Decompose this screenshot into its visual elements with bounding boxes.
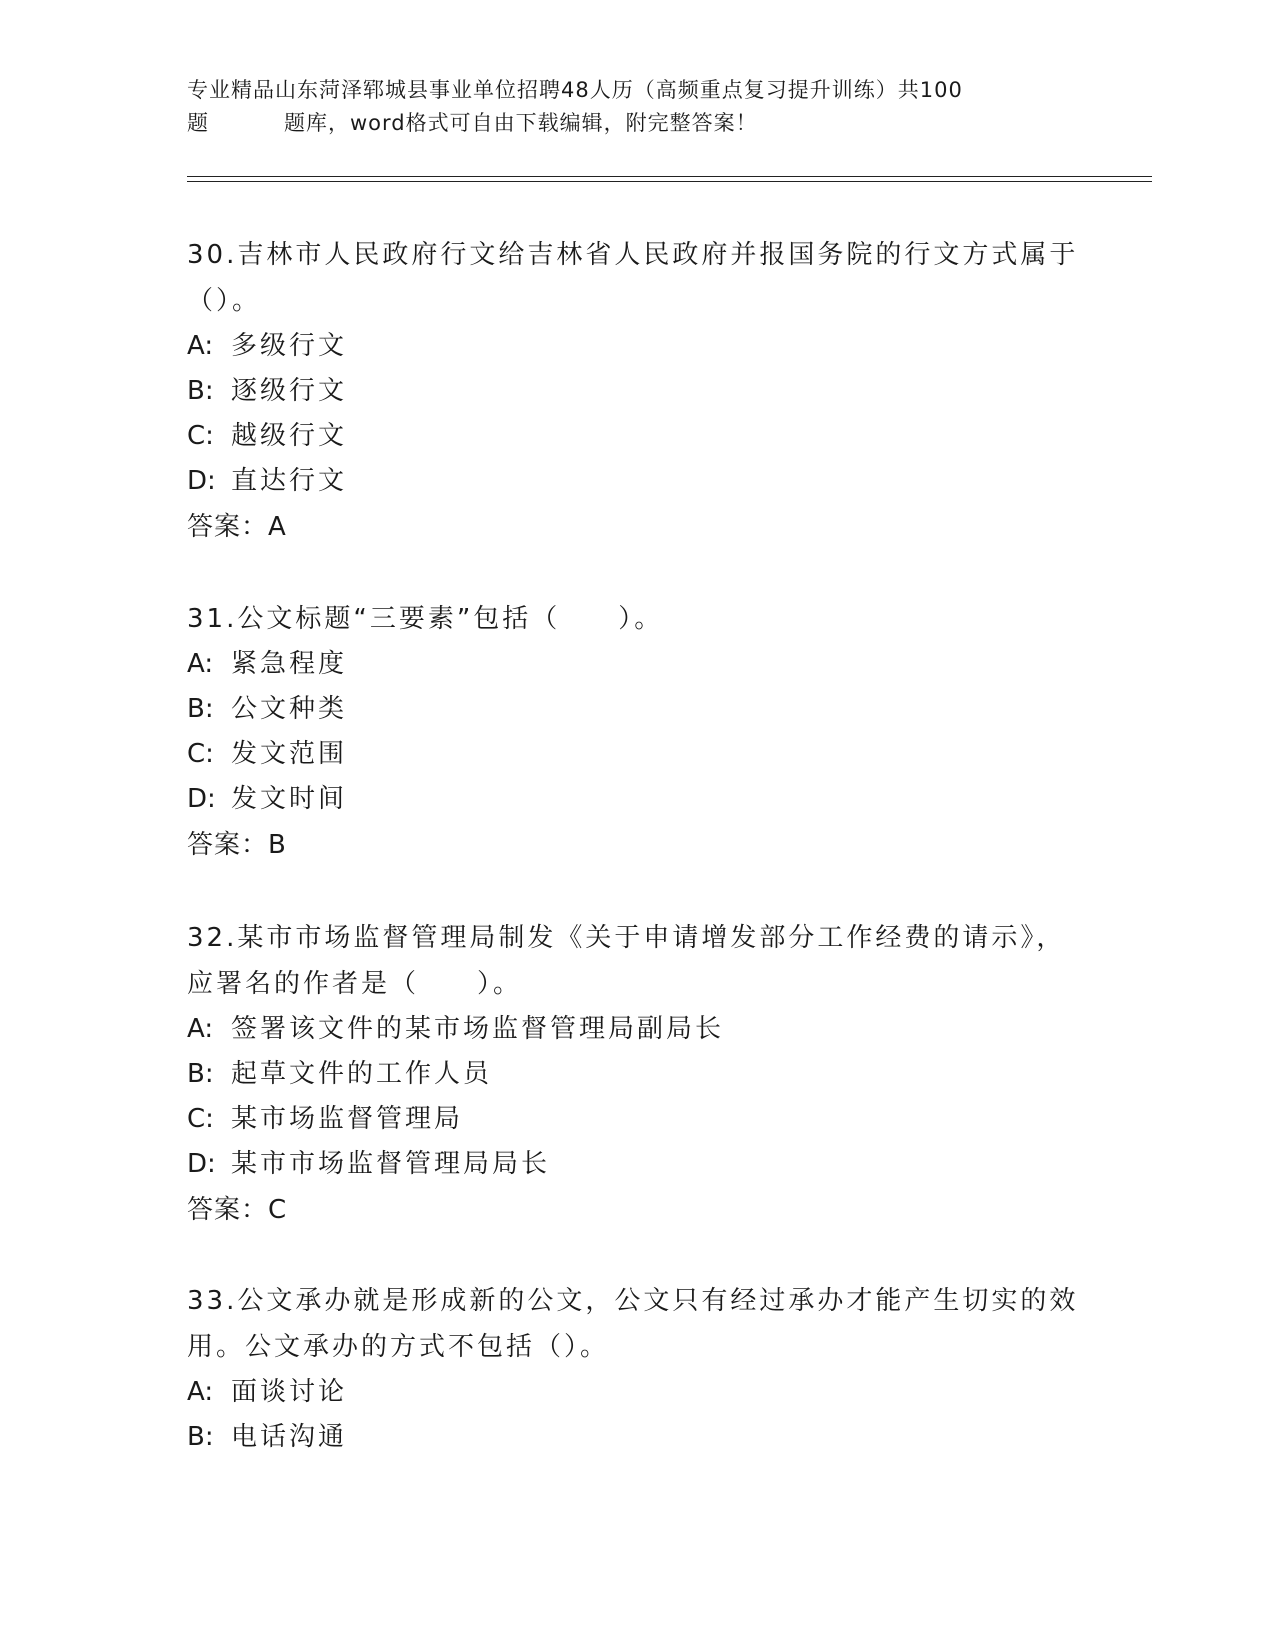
- question-33: [187, 1278, 1087, 1460]
- option-letter: D:: [187, 466, 216, 496]
- option-text: 签署该文件的某市场监督管理局副局长: [231, 1014, 725, 1044]
- option-text: 直达行文: [231, 466, 348, 496]
- option-letter: C:: [187, 739, 214, 769]
- option-letter: B:: [187, 1422, 214, 1452]
- option-letter: D:: [187, 784, 216, 814]
- header-line-1: 专业精品山东菏泽郓城县事业单位招聘48人历（高频重点复习提升训练）共100: [187, 78, 963, 102]
- question-30: [187, 232, 1087, 550]
- header-divider-bottom: [187, 181, 1152, 182]
- option-text: 逐级行文: [231, 376, 348, 406]
- option-letter: A:: [187, 331, 214, 361]
- answer-line: 答案：A: [187, 512, 287, 542]
- header-line-2: [187, 107, 1087, 140]
- option-text: 越级行文: [231, 421, 348, 451]
- page-header: [187, 74, 1087, 140]
- option-text: 发文时间: [231, 784, 348, 814]
- option-d: [187, 459, 1087, 504]
- header-line-2-left: 题: [187, 111, 209, 135]
- question-text: 31.公文标题“三要素”包括（ ）。: [187, 604, 664, 634]
- option-text: 紧急程度: [231, 649, 348, 679]
- question-text: 30.吉林市人民政府行文给吉林省人民政府并报国务院的行文方式属于（）。: [187, 240, 1079, 316]
- question-32: [187, 915, 1087, 1233]
- option-b: [187, 687, 1087, 732]
- option-b: [187, 1415, 1087, 1460]
- option-b: [187, 369, 1087, 414]
- option-a: [187, 1370, 1087, 1415]
- option-c: [187, 732, 1087, 777]
- option-d: [187, 1142, 1087, 1187]
- answer-line: 答案：B: [187, 830, 287, 860]
- option-c: [187, 414, 1087, 459]
- option-c: [187, 1097, 1087, 1142]
- answer-line: 答案：C: [187, 1195, 288, 1225]
- option-letter: A:: [187, 649, 214, 679]
- option-b: [187, 1052, 1087, 1097]
- option-text: 某市市场监督管理局局长: [231, 1149, 551, 1179]
- option-letter: A:: [187, 1014, 214, 1044]
- header-divider-top: [187, 176, 1152, 177]
- option-a: [187, 642, 1087, 687]
- option-text: 电话沟通: [231, 1422, 348, 1452]
- option-letter: C:: [187, 1104, 214, 1134]
- option-a: [187, 1007, 1087, 1052]
- option-letter: B:: [187, 694, 214, 724]
- option-letter: D:: [187, 1149, 216, 1179]
- option-text: 发文范围: [231, 739, 348, 769]
- question-31: [187, 596, 1087, 868]
- option-text: 某市场监督管理局: [231, 1104, 464, 1134]
- option-letter: C:: [187, 421, 214, 451]
- option-d: [187, 777, 1087, 822]
- option-text: 面谈讨论: [231, 1377, 348, 1407]
- question-text: 33.公文承办就是形成新的公文，公文只有经过承办才能产生切实的效用。公文承办的方式不包括（）。: [187, 1286, 1079, 1362]
- option-text: 多级行文: [231, 331, 348, 361]
- header-line-2-right: 题库，word格式可自由下载编辑，附完整答案！: [284, 111, 758, 135]
- option-letter: A:: [187, 1377, 214, 1407]
- option-text: 公文种类: [231, 694, 348, 724]
- option-letter: B:: [187, 376, 214, 406]
- option-a: [187, 324, 1087, 369]
- option-letter: B:: [187, 1059, 214, 1089]
- option-text: 起草文件的工作人员: [231, 1059, 493, 1089]
- question-text: 32.某市市场监督管理局制发《关于申请增发部分工作经费的请示》，应署名的作者是（ ）。: [187, 923, 1066, 999]
